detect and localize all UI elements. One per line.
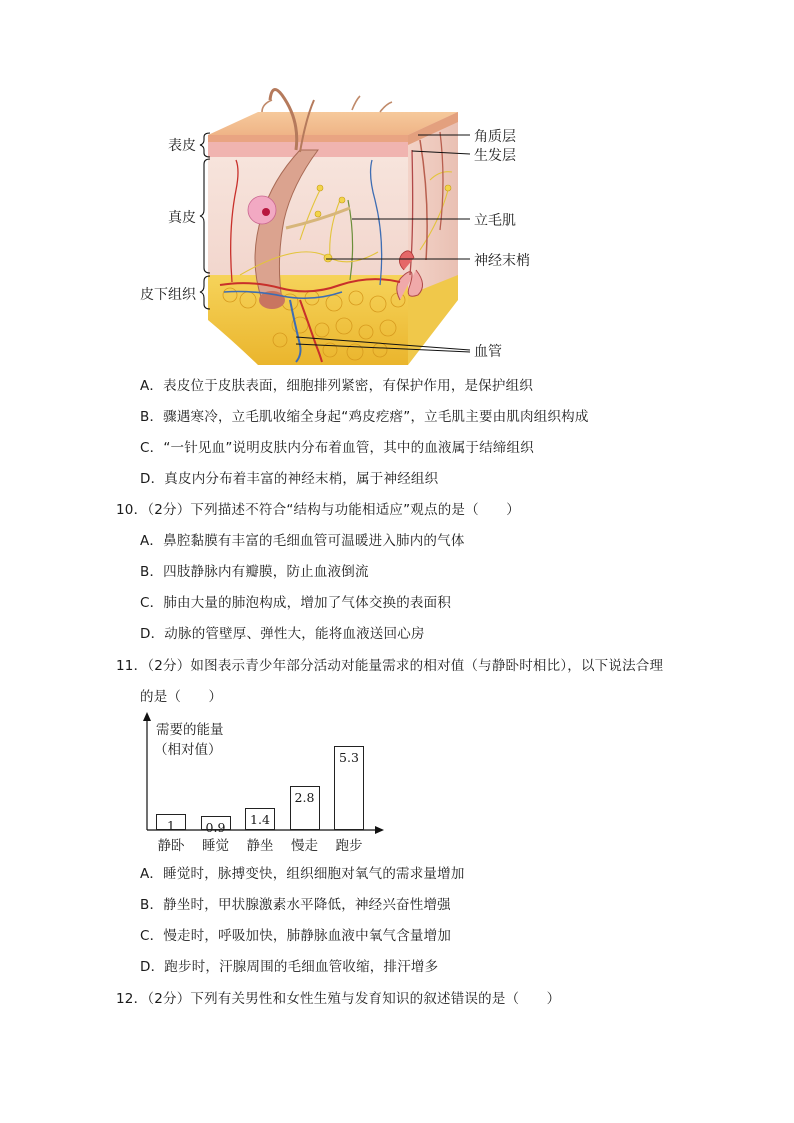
q9-option-b: B．骤遇寒冷，立毛肌收缩全身起“鸡皮疙瘩”，立毛肌主要由肌肉组织构成: [140, 409, 589, 425]
skin-figure: [0, 0, 794, 370]
chart-category-label-5: 跑步: [335, 838, 363, 854]
chart-ylabel-line2: （相对值）: [154, 742, 222, 758]
skin-cross-section-illustration: [0, 0, 794, 370]
q11-stem-line1: 11．（2分）如图表示青少年部分活动对能量需求的相对值（与静卧时相比），以下说法合理: [116, 658, 664, 674]
energy-bar-chart: [130, 712, 400, 858]
chart-category-label-2: 睡觉: [202, 838, 229, 854]
q9-option-a: A．表皮位于皮肤表面，细胞排列紧密，有保护作用，是保护组织: [140, 378, 534, 394]
chart-value-label-2: 0.9: [205, 819, 226, 835]
q11-option-b: B．静坐时，甲状腺激素水平降低，神经兴奋性增强: [140, 897, 451, 913]
q11-option-d: D．跑步时，汗腺周围的毛细血管收缩，排汗增多: [140, 959, 439, 975]
chart-category-label-1: 静卧: [157, 838, 185, 854]
chart-value-label-5: 5.3: [339, 750, 359, 766]
q9-option-d: D．真皮内分布着丰富的神经末梢，属于神经组织: [140, 471, 439, 487]
q12-stem: 12．（2分）下列有关男性和女性生殖与发育知识的叙述错误的是（ ）: [116, 991, 561, 1007]
chart-ylabel-line1: 需要的能量: [156, 722, 224, 738]
q11-option-c: C．慢走时，呼吸加快，肺静脉血液中氧气含量增加: [140, 928, 452, 944]
chart-category-label-4: 慢走: [291, 838, 318, 854]
q10-stem: 10．（2分）下列描述不符合“结构与功能相适应”观点的是（ ）: [116, 502, 520, 518]
label-nerve-endings: 神经末梢: [474, 253, 530, 269]
q11-stem-line2: 的是（ ）: [140, 689, 223, 705]
chart-value-label-1: 1: [167, 818, 175, 834]
label-blood-vessel: 血管: [474, 344, 502, 360]
q10-option-d: D．动脉的管壁厚、弹性大，能将血液送回心房: [140, 626, 425, 642]
chart-value-label-4: 2.8: [294, 789, 315, 805]
label-dermis: 真皮: [168, 210, 196, 226]
q10-option-a: A．鼻腔黏膜有丰富的毛细血管可温暖进入肺内的气体: [140, 533, 465, 549]
chart-category-label-3: 静坐: [246, 838, 274, 854]
label-subcutaneous-tissue: 皮下组织: [140, 287, 196, 303]
q9-option-c: C．“一针见血”说明皮肤内分布着血管，其中的血液属于结缔组织: [140, 440, 534, 456]
label-stratum-corneum: 角质层: [474, 129, 516, 145]
q11-option-a: A．睡觉时，脉搏变快，组织细胞对氧气的需求量增加: [140, 866, 465, 882]
q10-option-b: B．四肢静脉内有瓣膜，防止血液倒流: [140, 564, 369, 580]
q10-option-c: C．肺由大量的肺泡构成，增加了气体交换的表面积: [140, 595, 452, 611]
label-epidermis: 表皮: [168, 138, 196, 154]
label-germinative-layer: 生发层: [474, 148, 516, 164]
chart-value-label-3: 1.4: [250, 811, 270, 827]
label-arrector-pili: 立毛肌: [474, 213, 516, 229]
